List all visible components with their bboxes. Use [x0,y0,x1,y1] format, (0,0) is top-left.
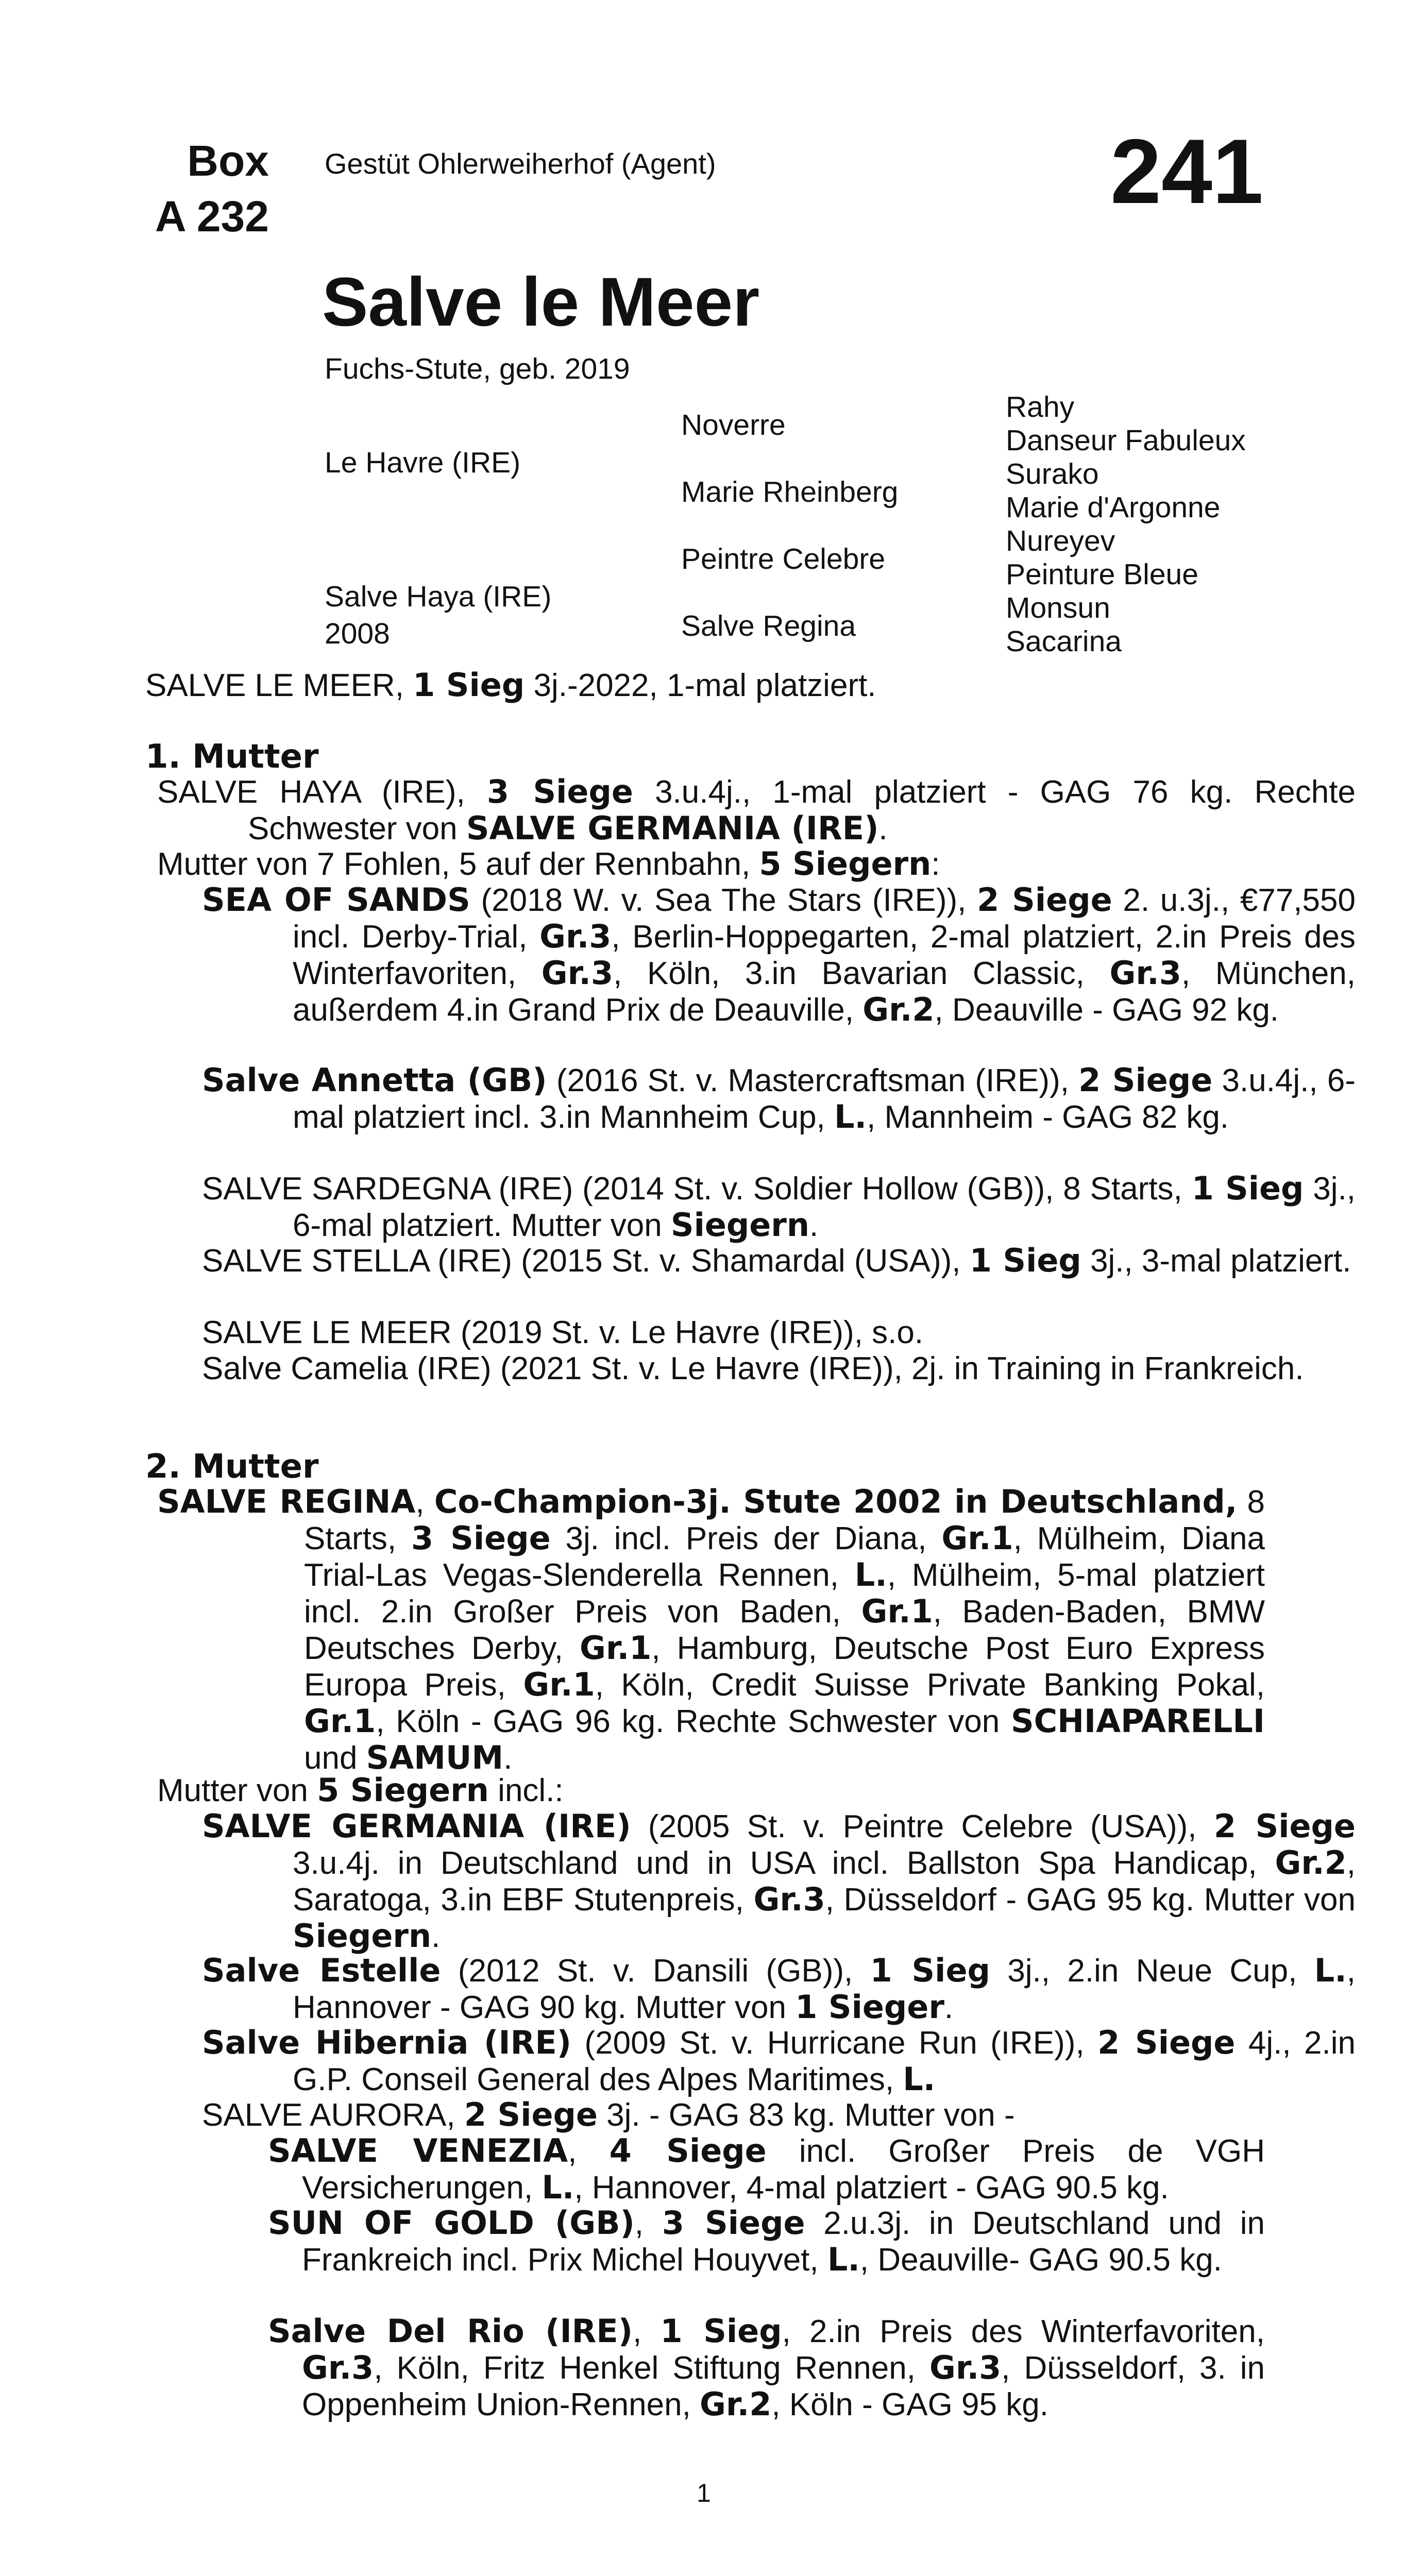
second-dam-heading: 2. Mutter [145,1448,319,1486]
first-dam-produce: Mutter von 7 Fohlen, 5 auf der Rennbahn, 5 Siegern: [157,845,940,883]
box-word: Box [187,137,269,185]
ancestor-8: Sacarina [1006,625,1122,658]
horse-description: Fuchs-Stute, geb. 2019 [325,352,630,385]
first-dam-heading: 1. Mutter [145,738,319,776]
foal-salve-germania: SALVE GERMANIA (IRE) (2005 St. v. Peintre Celebre (USA)), 2 Siege 3.u.4j. in Deutschland und in USA incl. Ballston Spa Handicap, Gr.2, Saratoga, 3.in EBF Stutenpreis, Gr.3, Düsseldorf - GAG 95 kg. Mutter von Siegern. [202,1807,1356,1955]
grandfoal-sun-of-gold: SUN OF GOLD (GB), 3 Siege 2.u.3j. in Deutschland und in Frankreich incl. Prix Michel Houyvet, L., Deauville- GAG 90.5 kg. [268,2204,1265,2278]
dam-year: 2008 [325,617,390,650]
dam-dam: Salve Regina [681,609,856,642]
grandfoal-salve-venezia: SALVE VENEZIA, 4 Siege incl. Großer Preis de VGH Versicherungen, L., Hannover, 4-mal platziert - GAG 90.5 kg. [268,2132,1265,2206]
foal-salve-hibernia: Salve Hibernia (IRE) (2009 St. v. Hurricane Run (IRE)), 2 Siege 4j., 2.in G.P. Conseil General des Alpes Maritimes, L. [202,2024,1356,2098]
foal-salve-camelia: Salve Camelia (IRE) (2021 St. v. Le Havre (IRE)), 2j. in Training in Frankreich. [202,1351,1304,1386]
second-dam-produce: Mutter von 5 Siegern incl.: [157,1771,564,1809]
first-dam-entry: SALVE HAYA (IRE), 3 Siege 3.u.4j., 1-mal platziert - GAG 76 kg. Rechte Schwester von SALVE GERMANIA (IRE). [157,773,1356,847]
box-number: A 232 [155,192,269,241]
sire: Le Havre (IRE) [325,446,521,479]
foal-salve-sardegna: SALVE SARDEGNA (IRE) (2014 St. v. Soldier Hollow (GB)), 8 Starts, 1 Sieg 3j., 6-mal platziert. Mutter von Siegern. [202,1170,1356,1244]
foal-salve-estelle: Salve Estelle (2012 St. v. Dansili (GB)), 1 Sieg 3j., 2.in Neue Cup, L., Hannover - GAG 90 kg. Mutter von 1 Sieger. [202,1952,1356,2026]
agent-name: Gestüt Ohlerweiherhof (Agent) [325,147,716,180]
foal-salve-aurora: SALVE AURORA, 2 Siege 3j. - GAG 83 kg. Mutter von - [202,2096,1015,2133]
race-summary: SALVE LE MEER, 1 Sieg 3j.-2022, 1-mal platziert. [145,666,876,704]
dam: Salve Haya (IRE) [325,580,552,613]
foal-salve-le-meer: SALVE LE MEER (2019 St. v. Le Havre (IRE)), s.o. [202,1315,924,1350]
grandfoal-salve-del-rio: Salve Del Rio (IRE), 1 Sieg, 2.in Preis des Winterfavoriten, Gr.3, Köln, Fritz Henkel Stiftung Rennen, Gr.3, Düsseldorf, 3. in Oppenheim Union-Rennen, Gr.2, Köln - GAG 95 kg. [268,2312,1265,2423]
ancestor-5: Nureyev [1006,524,1115,557]
second-dam-entry: SALVE REGINA, Co-Champion-3j. Stute 2002 in Deutschland, 8 Starts, 3 Siege 3j. incl. Preis der Diana, Gr.1, Mülheim, Diana Trial-Las Vegas-Slenderella Rennen, L., Mülheim, 5-mal platziert incl. 2.in Großer Preis von Baden, Gr.1, Baden-Baden, BMW Deutsches Derby, Gr.1, Hamburg, Deutsche Post Euro Express Europa Preis, Gr.1, Köln, Credit Suisse Private Banking Pokal, Gr.1, Köln - GAG 96 kg. Rechte Schwester von SCHIAPARELLI und SAMUM. [157,1483,1265,1776]
box-label [134,133,269,244]
ancestor-4: Marie d'Argonne [1006,491,1221,524]
foal-salve-annetta: Salve Annetta (GB) (2016 St. v. Mastercraftsman (IRE)), 2 Siege 3.u.4j., 6-mal platziert incl. 3.in Mannheim Cup, L., Mannheim - GAG 82 kg. [202,1061,1356,1136]
sire-sire: Noverre [681,409,786,442]
ancestor-7: Monsun [1006,591,1110,624]
ancestor-2: Danseur Fabuleux [1006,424,1246,457]
page-number: 1 [697,2479,711,2507]
sire-dam: Marie Rheinberg [681,476,899,509]
horse-name: Salve le Meer [322,264,760,341]
ancestor-6: Peinture Bleue [1006,558,1198,591]
foal-salve-stella: SALVE STELLA (IRE) (2015 St. v. Shamardal (USA)), 1 Sieg 3j., 3-mal platziert. [202,1242,1351,1279]
dam-sire: Peintre Celebre [681,543,886,575]
ancestor-1: Rahy [1006,391,1075,423]
ancestor-3: Surako [1006,457,1099,490]
lot-number: 241 [1110,120,1263,223]
foal-sea-of-sands: SEA OF SANDS (2018 W. v. Sea The Stars (IRE)), 2 Siege 2. u.3j., €77,550 incl. Derby-Trial, Gr.3, Berlin-Hoppegarten, 2-mal platziert, 2.in Preis des Winterfavoriten, Gr.3, Köln, 3.in Bavarian Classic, Gr.3, München, außerdem 4.in Grand Prix de Deauville, Gr.2, Deauville - GAG 92 kg. [202,881,1356,1028]
